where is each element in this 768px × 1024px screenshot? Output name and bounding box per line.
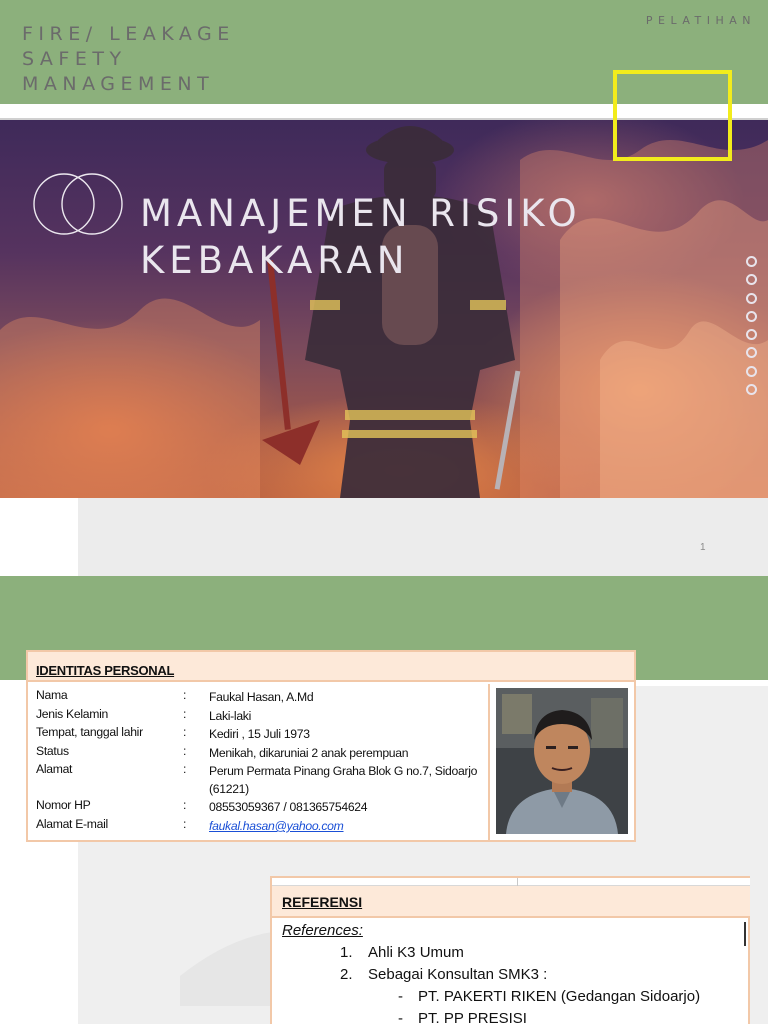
field-separator: : — [183, 743, 187, 758]
slide-title-line2: KEBAKARAN — [140, 239, 410, 282]
list-dash: - — [398, 1010, 403, 1024]
identity-row-address — [36, 762, 492, 798]
profile-slide — [0, 576, 768, 1024]
nav-dot[interactable] — [746, 311, 757, 322]
nav-dot[interactable] — [746, 384, 757, 395]
list-text: PT. PP PRESISI — [418, 1010, 527, 1024]
header-course-title: FIRE/ LEAKAGE SAFETY MANAGEMENT — [22, 23, 235, 95]
nav-dot[interactable] — [746, 329, 757, 340]
identity-row-status — [36, 744, 492, 763]
list-text: Sebagai Konsultan SMK3 : — [368, 966, 548, 983]
identity-row-name — [36, 688, 492, 707]
nav-dot[interactable] — [746, 274, 757, 285]
field-separator: : — [183, 725, 187, 740]
identity-row-birth — [36, 725, 492, 744]
header-tag: PELATIHAN — [645, 14, 756, 27]
field-value: Kediri , 15 Juli 1973 — [209, 727, 310, 742]
profile-photo — [496, 688, 628, 834]
nav-dot[interactable] — [746, 347, 757, 358]
field-label: Status — [36, 743, 69, 758]
references-list — [282, 922, 742, 1024]
nav-dot[interactable] — [746, 293, 757, 304]
field-label: Tempat, tanggal lahir — [36, 725, 143, 740]
field-label: Alamat — [36, 762, 73, 777]
field-value: Menikah, dikaruniai 2 anak perempuan — [209, 745, 409, 760]
references-heading: REFERENSI — [282, 894, 363, 910]
rings-logo-icon — [32, 172, 132, 236]
field-value: Laki-laki — [209, 708, 252, 723]
field-separator: : — [183, 688, 187, 702]
footer-left-block — [0, 498, 78, 576]
list-dash: - — [398, 988, 403, 1005]
identity-heading-row — [28, 652, 634, 682]
hero-image-firefighter — [0, 120, 768, 498]
photo-cell — [488, 684, 634, 840]
references-heading-row — [272, 886, 750, 918]
identity-table — [26, 650, 636, 842]
text-cursor — [744, 922, 746, 946]
field-label: Nama — [36, 688, 68, 702]
identity-fields — [36, 688, 492, 836]
list-item — [282, 966, 742, 988]
sub-list-item — [282, 1010, 742, 1024]
page-number: 1 — [700, 542, 706, 553]
references-table — [270, 876, 750, 1024]
identity-row-gender — [36, 707, 492, 726]
field-separator: : — [183, 816, 187, 831]
email-link[interactable]: faukal.hasan@yahoo.com — [209, 818, 344, 833]
field-label: Alamat E-mail — [36, 816, 108, 831]
column-divider — [517, 878, 518, 886]
field-value: Faukal Hasan, A.Md — [209, 690, 314, 704]
identity-row-email — [36, 817, 492, 836]
field-value — [209, 817, 494, 835]
field-value: Perum Permata Pinang Graha Blok G no.7, Sidoarjo (61221) — [209, 764, 478, 797]
profile-portrait-illustration — [496, 688, 628, 834]
table-top-border — [272, 878, 750, 886]
references-intro: References: — [282, 922, 363, 939]
field-separator: : — [183, 762, 187, 777]
identity-heading: IDENTITAS PERSONAL — [36, 663, 175, 678]
slide-title — [140, 190, 740, 284]
slide-title-line1: MANAJEMEN RISIKO — [140, 192, 582, 235]
list-text: PT. PAKERTI RIKEN (Gedangan Sidoarjo) — [418, 988, 701, 1005]
list-text: Ahli K3 Umum — [368, 944, 464, 961]
identity-row-phone — [36, 798, 492, 817]
list-number: 1. — [340, 944, 353, 961]
field-value: 08553059367 / 081365754624 — [209, 800, 368, 815]
sub-list-item — [282, 988, 742, 1010]
list-number: 2. — [340, 966, 353, 983]
field-separator: : — [183, 798, 187, 813]
slide-nav-dots — [746, 256, 758, 402]
nav-dot[interactable] — [746, 366, 757, 377]
yellow-highlight-box — [613, 70, 732, 161]
field-separator: : — [183, 706, 187, 721]
field-label: Jenis Kelamin — [36, 706, 108, 721]
list-item — [282, 944, 742, 966]
nav-dot[interactable] — [746, 256, 757, 267]
field-label: Nomor HP — [36, 798, 91, 813]
